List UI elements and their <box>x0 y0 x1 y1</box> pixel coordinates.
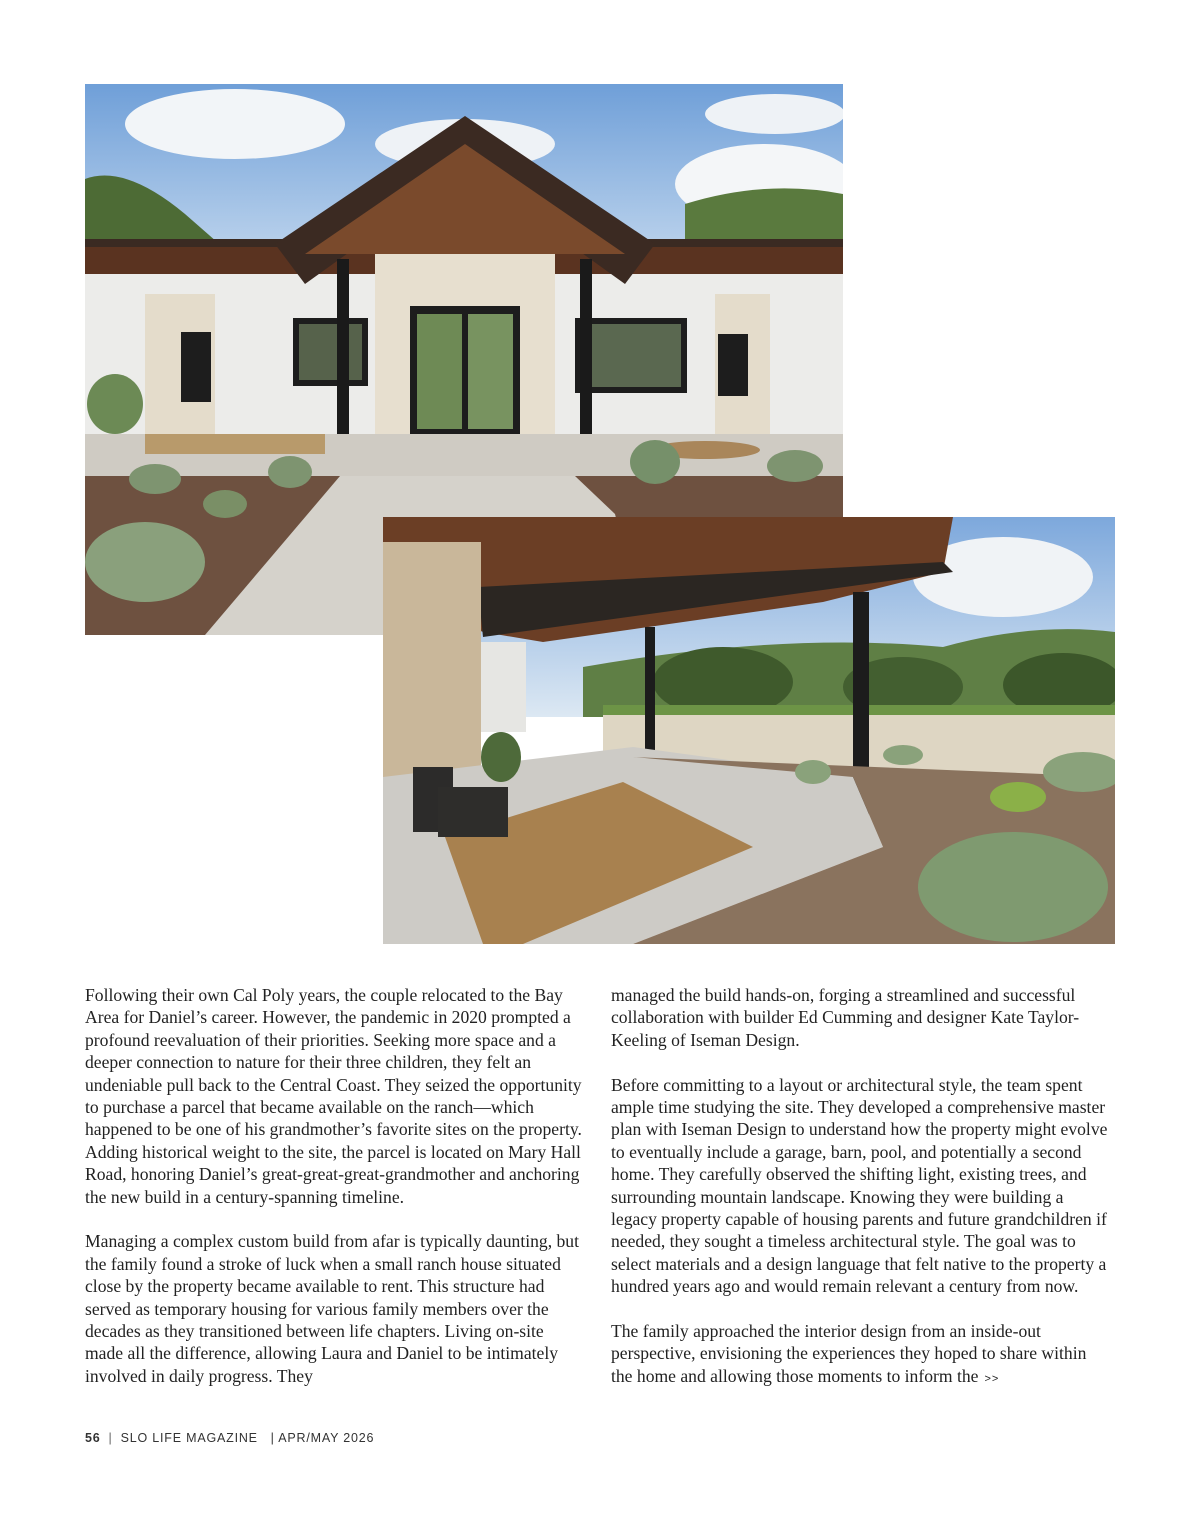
article-paragraph: managed the build hands-on, forging a streamlined and successful collaboration with builder Ed Cumming and designer Kate Taylor-Keeling of Iseman Design. <box>611 985 1080 1050</box>
article-left-column <box>85 984 585 1387</box>
article-paragraph-text: The family approached the interior design from an inside-out perspective, envisioning the experiences they hoped to share within the home and allowing those moments to inform the <box>611 1321 1087 1386</box>
article-paragraph-last <box>611 1320 1111 1390</box>
article-paragraph: Managing a complex custom build from afar is typically daunting, but the family found a stroke of luck when a small ranch house situated close by the property became available to rent. This structure had served as temporary housing for various family members over the decades as they transitioned between life chapters. Living on-site made all the difference, allowing Laura and Daniel to be intimately involved in daily progress. They <box>85 1231 579 1386</box>
porch-detail-photo <box>383 517 1115 944</box>
page-footer <box>85 1431 374 1445</box>
article-paragraph: Before committing to a layout or architectural style, the team spent ample time studying the site. They developed a comprehensive master plan with Iseman Design to understand how the property might evolve to eventually include a garage, barn, pool, and potentially a second home. They carefully observed the shifting light, existing trees, and surrounding mountain landscape. Knowing they were building a legacy property capable of housing parents and future grandchildren if needed, they sought a timeless architectural style. The goal was to select materials and a design language that felt native to the property a hundred years ago and would remain relevant a century from now. <box>611 1074 1108 1297</box>
issue-date: | APR/MAY 2026 <box>270 1431 375 1445</box>
article-right-column <box>611 984 1111 1390</box>
publication-name: SLO LIFE MAGAZINE <box>120 1431 258 1445</box>
page-number: 56 <box>85 1431 101 1445</box>
article-paragraph: Following their own Cal Poly years, the couple relocated to the Bay Area for Daniel’s career. However, the pandemic in 2020 prompted a profound reevaluation of their priorities. Seeking more space and a deeper connection to nature for their three children, they felt an undeniable pull back to the Central Coast. They seized the opportunity to purchase a parcel that became available on the ranch—which happened to be one of his grandmother’s favorite sites on the property. Adding historical weight to the site, the parcel is located on Mary Hall Road, honoring Daniel’s great-great-great-grandmother and anchoring the new build in a century-spanning timeline. <box>85 985 582 1207</box>
continue-marker: >> <box>984 1372 1000 1385</box>
footer-separator: | <box>108 1431 113 1445</box>
